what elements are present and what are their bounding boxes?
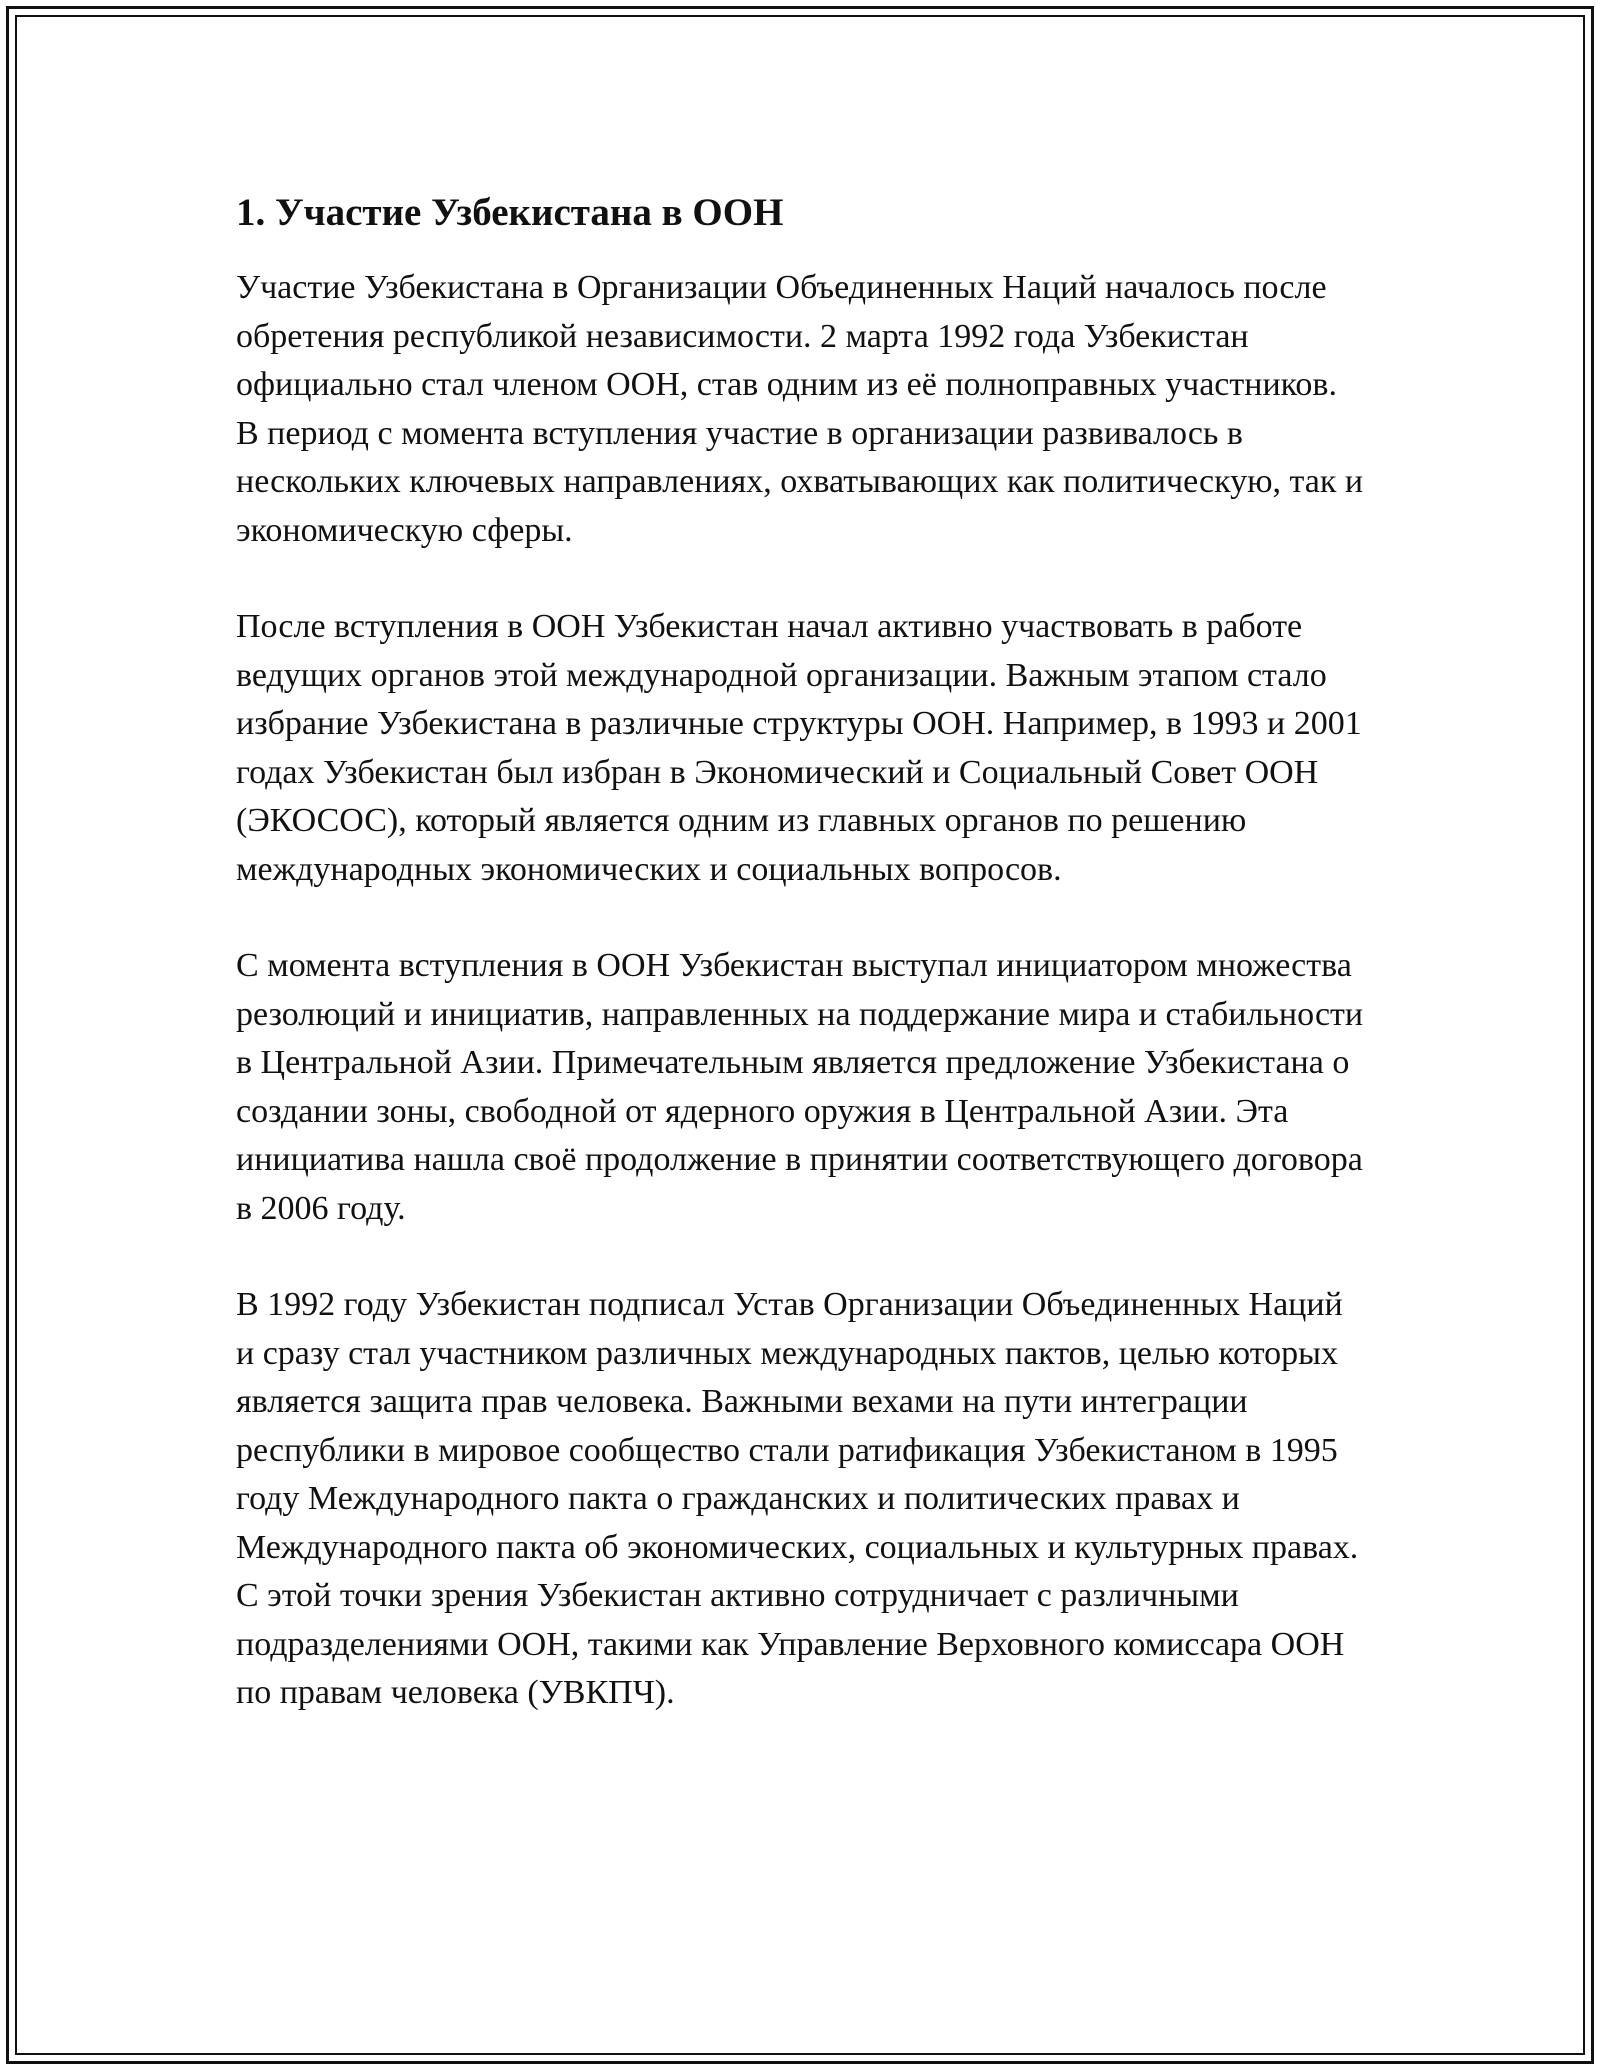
document-body	[236, 186, 1366, 1766]
section-heading: 1. Участие Узбекистана в ООН	[236, 191, 784, 234]
paragraph-4: В 1992 году Узбекистан подписал Устав Организации Объединенных Наций и сразу стал участником различных международных пактов, целью которых является защита прав человека. Важными вехами на пути интеграции республики в мировое сообщество стали ратификация Узбекистаном в 1995 году Международного пакта о гражданских и политических правах и Международного пакта об экономических, социальных и культурных правах. С этой точки зрения Узбекистан активно сотрудничает с различными подразделениями ООН, такими как Управление Верховного комиссара ООН по правам человека (УВКПЧ).	[236, 1286, 1359, 1711]
paragraph-3: С момента вступления в ООН Узбекистан выступал инициатором множества резолюций и инициатив, направленных на поддержание мира и стабильности в Центральной Азии. Примечательным является предложение Узбекистана о создании зоны, свободной от ядерного оружия в Центральной Азии. Эта инициатива нашла своё продолжение в принятии соответствующего договора в 2006 году.	[236, 947, 1364, 1227]
paragraph-1: Участие Узбекистана в Организации Объединенных Наций началось после обретения республикой независимости. 2 марта 1992 года Узбекистан официально стал членом ООН, став одним из её полноправных участников. В период с момента вступления участие в организации развивалось в нескольких ключевых направлениях, охватывающих как политическую, так и экономическую сферы.	[236, 269, 1364, 549]
paragraph-2: После вступления в ООН Узбекистан начал активно участвовать в работе ведущих органов этой международной организации. Важным этапом стало избрание Узбекистана в различные структуры ООН. Например, в 1993 и 2001 годах Узбекистан был избран в Экономический и Социальный Совет ООН (ЭКОСОС), который является одним из главных органов по решению международных экономических и социальных вопросов.	[236, 608, 1362, 888]
